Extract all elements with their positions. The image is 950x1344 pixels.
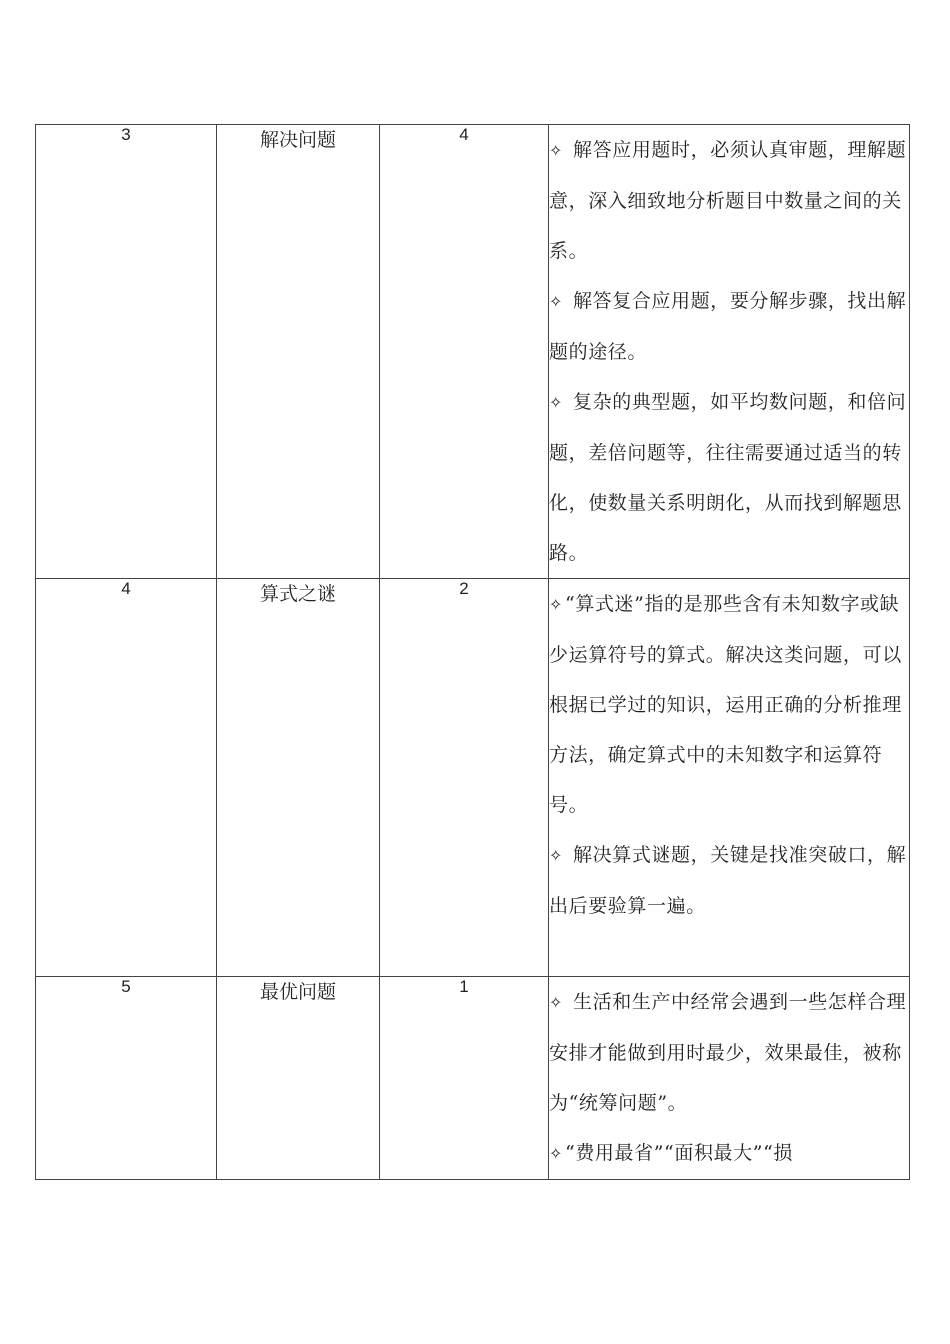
point-item: ✧ “算式迷”指的是那些含有未知数字或缺少运算符号的算式。解决这类问题，可以根据已学过的知识，运用正确的分析推理方法，确定算式中的未知数字和运算符号。: [549, 579, 909, 830]
point-item: ✧ 解决算式谜题，关键是找准突破口，解出后要验算一遍。: [549, 830, 909, 931]
row-index: 5: [36, 977, 217, 1180]
star-bullet-icon: ✧: [549, 846, 564, 865]
star-bullet-icon: ✧: [549, 1144, 564, 1163]
star-bullet-icon: ✧: [549, 595, 564, 614]
star-bullet-icon: ✧: [549, 993, 564, 1012]
table-row: [36, 579, 910, 977]
lesson-table: [35, 124, 910, 1180]
row-index: 4: [36, 579, 217, 977]
row-points: [549, 977, 910, 1180]
point-item: ✧ 复杂的典型题，如平均数问题，和倍问题，差倍问题等，往往需要通过适当的转化，使数量关系明朗化，从而找到解题思路。: [549, 377, 909, 578]
star-bullet-icon: ✧: [549, 393, 564, 412]
row-topic: 算式之谜: [217, 579, 380, 977]
row-hours: 4: [380, 125, 549, 579]
point-item: ✧ 解答复合应用题，要分解步骤，找出解题的途径。: [549, 276, 909, 377]
point-item: ✧ 生活和生产中经常会遇到一些怎样合理安排才能做到用时最少，效果最佳，被称为“统筹问题”。: [549, 977, 909, 1128]
row-points: [549, 125, 910, 579]
row-topic: 解决问题: [217, 125, 380, 579]
table-row: [36, 977, 910, 1180]
row-index: 3: [36, 125, 217, 579]
row-points: [549, 579, 910, 977]
star-bullet-icon: ✧: [549, 141, 564, 160]
row-hours: 1: [380, 977, 549, 1180]
star-bullet-icon: ✧: [549, 292, 564, 311]
point-item: ✧ “费用最省”“面积最大”“损: [549, 1128, 909, 1179]
point-item: ✧ 解答应用题时，必须认真审题，理解题意，深入细致地分析题目中数量之间的关系。: [549, 125, 909, 276]
row-hours: 2: [380, 579, 549, 977]
row-topic: 最优问题: [217, 977, 380, 1180]
table-row: [36, 125, 910, 579]
